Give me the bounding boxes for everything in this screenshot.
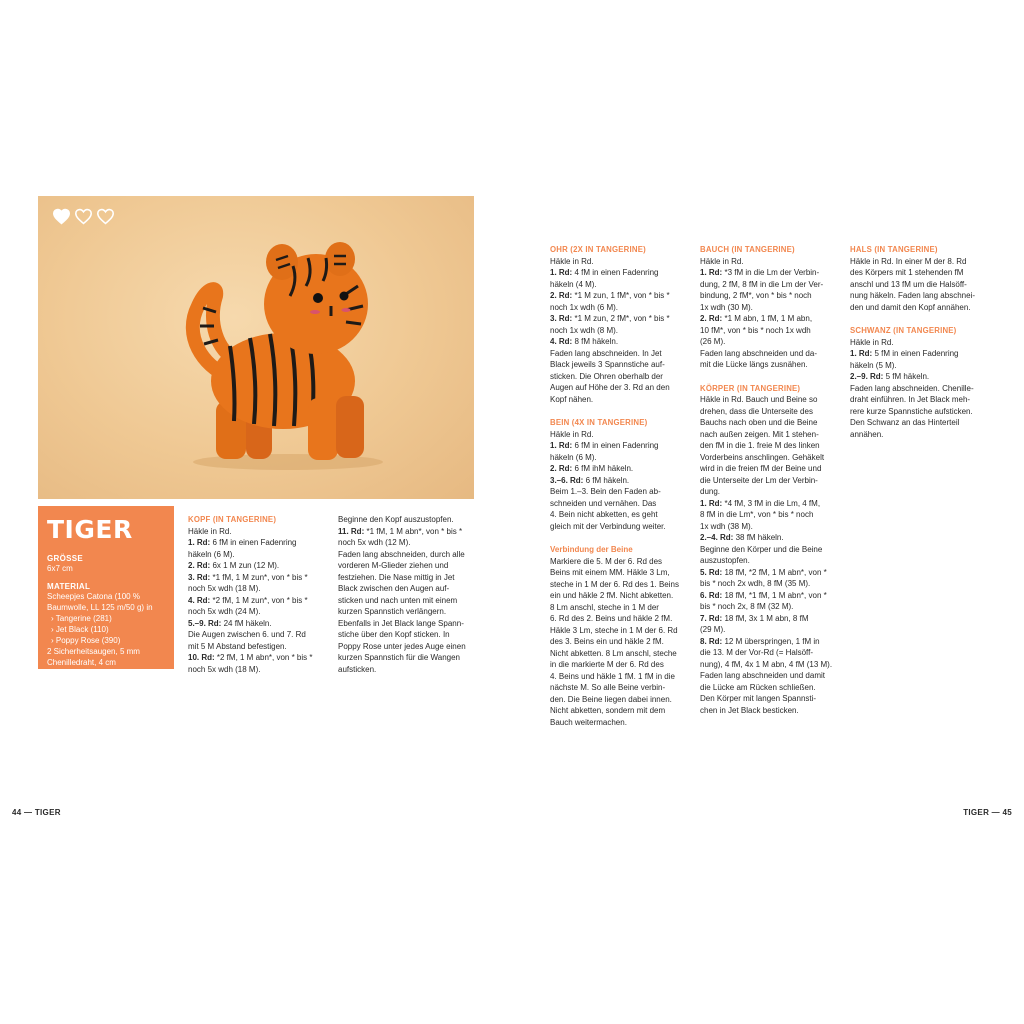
instruction-line: Faden lang abschneiden. In Jet [550, 348, 662, 358]
instruction-line: nung häkeln. Faden lang abschnei- [850, 291, 975, 300]
instruction-line: Häkle in Rd. [188, 526, 232, 536]
instruction-line: in die markierte M der 6. Rd des [550, 660, 664, 669]
instruction-line: häkeln (5 M). [850, 360, 897, 370]
material-line: 2 Sicherheitsaugen, 5 mm [47, 647, 140, 656]
instruction-line: noch 5x wdh (18 M). [188, 584, 261, 593]
instruction-line: auszustopfen. [700, 556, 750, 565]
heart-outline-icon [74, 208, 93, 225]
round-label: 5.–9. Rd: [188, 618, 222, 628]
instruction-line: bindung, 2 fM*, von * bis * noch [700, 291, 812, 300]
instruction-line: 1. Rd: *3 fM in die Lm der Verbin- [700, 268, 820, 277]
material-line: › Tangerine (281) [51, 614, 112, 623]
instruction-line: 2. Rd: 6 fM ihM häkeln. [550, 464, 634, 473]
instruction-line: noch 5x wdh (24 M). [188, 607, 261, 616]
round-label: 1. Rd: [700, 498, 723, 508]
instruction-line: Häkle in Rd. [550, 256, 594, 266]
instruction-line: Bauch weitermachen. [550, 717, 627, 727]
instruction-line: bis * noch 2x wdh, 8 fM (35 M). [700, 579, 811, 588]
instruction-line: schneiden und vernähen. Das [550, 498, 657, 508]
instruction-line: die Lücke am Rücken schließen. [700, 682, 816, 692]
instruction-line: rere kurze Spannstiche aufsticken. [850, 406, 973, 416]
instruction-line: den und damit den Kopf annähen. [850, 302, 971, 312]
instruction-line: häkeln (6 M). [188, 549, 235, 559]
crochet-tiger-illustration [158, 226, 408, 476]
material-line: Scheepjes Catona (100 % [47, 592, 140, 601]
instruction-line: 2.–9. Rd: 5 fM häkeln. [850, 372, 930, 381]
page-footer-left: 44 — TIGER [12, 808, 61, 817]
instruction-line: die Unterseite der Lm der Verbin- [700, 475, 818, 485]
instruction-line: kurzen Spannstich verlängern. [338, 607, 447, 616]
material-label: MATERIAL [47, 582, 91, 591]
instruction-line: Häkle in Rd. Bauch und Beine so [700, 395, 818, 404]
column-kopf-continued [338, 514, 478, 675]
section-heading: KÖRPER (IN TANGERINE) [700, 383, 801, 393]
material-line: › Jet Black (110) [51, 625, 109, 634]
instruction-line: Augen auf Höhe der 3. Rd an den [550, 383, 670, 392]
instruction-line: 4. Beins und häkle 1 fM. 1 fM in die [550, 671, 675, 681]
instruction-line: Beginne den Kopf auszustopfen. [338, 515, 454, 524]
round-label: 1. Rd: [188, 538, 211, 547]
round-label: 3. Rd: [188, 572, 211, 582]
instruction-line: Die Augen zwischen 6. und 7. Rd [188, 630, 306, 639]
instruction-line: des Körpers mit 1 stehenden fM [850, 268, 964, 277]
instruction-line: 3. Rd: *1 fM, 1 M zun*, von * bis * [188, 572, 308, 582]
instruction-line: stiche über den Kopf sticken. In [338, 630, 450, 639]
instruction-line: 1. Rd: 5 fM in einen Fadenring [850, 349, 959, 358]
instruction-line: häkeln (4 M). [550, 279, 597, 289]
instruction-line: 10 fM*, von * bis * noch 1x wdh [700, 325, 811, 335]
round-label: 1. Rd: [850, 349, 873, 358]
instruction-line: 1. Rd: 6 fM in einen Fadenring [550, 441, 659, 450]
instruction-line: Den Schwanz an das Hinterteil [850, 418, 960, 427]
instruction-line: 2. Rd: *1 M abn, 1 fM, 1 M abn, [700, 314, 813, 323]
instruction-line: 1. Rd: 6 fM in einen Fadenring [188, 538, 297, 547]
instruction-line: dung. [700, 487, 721, 496]
round-label: 4. Rd: [188, 595, 211, 605]
instruction-line: Häkle in Rd. [700, 256, 744, 266]
instruction-line: 8. Rd: 12 M überspringen, 1 fM in [700, 636, 820, 646]
instruction-line: 3.–6. Rd: 6 fM häkeln. [550, 475, 630, 485]
column-ohr-bein [550, 244, 692, 728]
instruction-line: 2.–4. Rd: 38 fM häkeln. [700, 533, 784, 542]
size-label: GRÖSSE [47, 554, 84, 563]
size-value: 6x7 cm [47, 564, 73, 573]
instruction-line: 10. Rd: *2 fM, 1 M abn*, von * bis * [188, 653, 313, 662]
instruction-line: Faden lang abschneiden. Chenille- [850, 383, 974, 393]
instruction-line: festziehen. Die Nase mittig in Jet [338, 572, 455, 582]
instruction-line: Nicht abketten. 8 Lm anschl, steche [550, 648, 677, 658]
instruction-line: drehen, dass die Unterseite des [700, 406, 813, 416]
section-heading: OHR (2X IN TANGERINE) [550, 245, 646, 254]
instruction-line: Nicht abketten, sondern mit dem [550, 706, 666, 715]
instruction-line: mit 5 M Abstand befestigen. [188, 641, 287, 651]
instruction-line: 6. Rd: 18 fM, *1 fM, 1 M abn*, von * [700, 590, 827, 600]
section-heading: BAUCH (IN TANGERINE) [700, 245, 795, 254]
tiger-photo [38, 196, 474, 499]
instruction-line: Den Körper mit langen Spannsti- [700, 694, 817, 703]
instruction-line: Black jeweils 3 Spannstiche auf- [550, 360, 665, 369]
instruction-line: dung, 2 fM, 8 fM in die Lm der Ver- [700, 279, 824, 289]
instruction-line: 2. Rd: *1 M zun, 1 fM*, von * bis * [550, 291, 670, 300]
instruction-line: nächste M. So alle Beine verbin- [550, 683, 666, 692]
section-heading: BEIN (4X IN TANGERINE) [550, 418, 648, 427]
instruction-line: wird in die freien fM der Beine und [700, 464, 822, 473]
instruction-line: Häkle in Rd. [550, 429, 594, 439]
instruction-line: anschl und 13 fM um die Halsöff- [850, 279, 967, 289]
material-line: Baumwolle, LL 125 m/50 g) in [47, 603, 153, 612]
round-label: 1. Rd: [550, 441, 573, 450]
instruction-line: kurzen Spannstich für die Wangen [338, 653, 460, 662]
section-heading: SCHWANZ (IN TANGERINE) [850, 326, 957, 335]
instruction-lines [338, 514, 478, 675]
pattern-title: TIGER [47, 515, 133, 544]
instruction-line: Faden lang abschneiden, durch alle [338, 549, 465, 559]
round-label: 2. Rd: [700, 314, 723, 323]
instruction-line: 1. Rd: *4 fM, 3 fM in die Lm, 4 fM, [700, 498, 821, 508]
round-label: 7. Rd: [700, 613, 723, 623]
instruction-line: sticken. Die Ohren oberhalb der [550, 371, 663, 381]
instruction-line: nach außen zeigen. Mit 1 stehen- [700, 429, 819, 439]
instruction-line: Markiere die 5. M der 6. Rd des [550, 556, 663, 566]
instruction-line: 7. Rd: 18 fM, 3x 1 M abn, 8 fM [700, 613, 809, 623]
round-label: 11. Rd: [338, 526, 365, 536]
instruction-line: sticken und nach unten mit einem [338, 595, 458, 605]
page-footer-right: TIGER — 45 [963, 808, 1012, 817]
round-label: 3.–6. Rd: [550, 475, 584, 485]
instruction-line: Häkle in Rd. In einer M der 8. Rd [850, 256, 967, 266]
material-line: Chenilledraht, 4 cm [47, 658, 116, 667]
column-hals-schwanz [850, 244, 992, 440]
instruction-line: Vorderbeins anschlingen. Gehäkelt [700, 452, 825, 462]
instruction-line: vorderen M-Glieder ziehen und [338, 561, 449, 570]
round-label: 10. Rd: [188, 653, 215, 662]
round-label: 1. Rd: [700, 268, 723, 277]
round-label: 6. Rd: [700, 590, 723, 600]
instruction-line: noch 5x wdh (18 M). [188, 664, 261, 674]
section-heading: HALS (IN TANGERINE) [850, 245, 938, 254]
instruction-line: den. Die Beine liegen dabei innen. [550, 694, 672, 704]
material-list [47, 591, 165, 668]
instruction-line: 4. Rd: 8 fM häkeln. [550, 337, 619, 346]
column-kopf [188, 514, 328, 675]
round-label: 2.–9. Rd: [850, 372, 884, 381]
instruction-line: (26 M). [700, 337, 726, 346]
column-bauch-koerper [700, 244, 842, 716]
instruction-line: noch 5x wdh (12 M). [338, 538, 411, 547]
instruction-line: 11. Rd: *1 fM, 1 M abn*, von * bis * [338, 526, 463, 536]
material-line: › Poppy Rose (390) [51, 636, 121, 645]
instruction-line: 5.–9. Rd: 24 fM häkeln. [188, 618, 272, 628]
instruction-line: Beginne den Körper und die Beine [700, 544, 823, 554]
instruction-line: 2. Rd: 6x 1 M zun (12 M). [188, 561, 280, 570]
instruction-line: Faden lang abschneiden und damit [700, 671, 825, 680]
instruction-line: Beins mit einem MM. Häkle 3 Lm, [550, 568, 670, 577]
round-label: 2. Rd: [550, 464, 573, 473]
instruction-line: (29 M). [700, 625, 726, 634]
instruction-lines [188, 526, 328, 676]
round-label: 4. Rd: [550, 337, 573, 346]
difficulty-hearts [52, 208, 115, 225]
instruction-line: bis * noch 2x, 8 fM (32 M). [700, 602, 794, 611]
section-heading: Verbindung der Beine [550, 545, 633, 554]
instruction-line: 5. Rd: 18 fM, *2 fM, 1 M abn*, von * [700, 567, 827, 577]
instruction-line: noch 1x wdh (6 M). [550, 302, 619, 312]
round-label: 5. Rd: [700, 567, 723, 577]
instruction-line: mit die Lücke längs zusnähen. [700, 360, 808, 369]
heart-outline-icon [96, 208, 115, 225]
instruction-line: 4. Rd: *2 fM, 1 M zun*, von * bis * [188, 595, 308, 605]
instruction-line: häkeln (6 M). [550, 452, 597, 462]
instruction-line: Ebenfalls in Jet Black lange Spann- [338, 618, 464, 628]
instruction-line: Häkle in Rd. [850, 337, 894, 347]
round-label: 2.–4. Rd: [700, 533, 734, 542]
instruction-line: 1x wdh (30 M). [700, 302, 753, 312]
instruction-line: die 13. M der Vor-Rd (= Halsöff- [700, 648, 814, 657]
round-label: 8. Rd: [700, 636, 723, 646]
instruction-line: 3. Rd: *1 M zun, 2 fM*, von * bis * [550, 314, 670, 323]
round-label: 2. Rd: [188, 561, 211, 570]
instruction-line: aufsticken. [338, 664, 377, 674]
instruction-line: 6. Rd des 2. Beins und häkle 2 fM. [550, 614, 673, 623]
instruction-line: annähen. [850, 429, 884, 439]
instruction-line: Faden lang abschneiden und da- [700, 348, 817, 358]
instruction-line: Black zwischen den Augen auf- [338, 584, 450, 593]
instruction-line: 1x wdh (38 M). [700, 521, 753, 531]
instruction-line: des 3. Beins ein und häkle 2 fM. [550, 637, 664, 646]
round-label: 3. Rd: [550, 314, 573, 323]
instruction-line: Kopf nähen. [550, 394, 594, 404]
instruction-line: Beim 1.–3. Bein den Faden ab- [550, 487, 661, 496]
instruction-line: Häkle 3 Lm, steche in 1 M der 6. Rd [550, 625, 678, 635]
instruction-line: 4. Bein nicht abketten, es geht [550, 510, 658, 519]
round-label: 2. Rd: [550, 291, 573, 300]
instruction-line: steche in 1 M der 6. Rd des 1. Beins [550, 579, 679, 589]
instruction-line: nung), 4 fM, 4x 1 M abn, 4 fM (13 M). [700, 659, 833, 669]
instruction-line: ein und häkle 2 fM. Nicht abketten. [550, 591, 674, 600]
instruction-line: noch 1x wdh (8 M). [550, 325, 619, 335]
instruction-line: 8 Lm anschl, steche in 1 M der [550, 602, 659, 612]
instruction-line: 1. Rd: 4 fM in einen Fadenring [550, 268, 659, 277]
instruction-line: Poppy Rose unter jedes Auge einen [338, 641, 466, 651]
instruction-line: 8 fM in die Lm*, von * bis * noch [700, 510, 814, 519]
instruction-line: draht einführen. In Jet Black meh- [850, 395, 971, 404]
instruction-line: gleich mit der Verbindung weiter. [550, 521, 666, 531]
instruction-line: den fM in die 1. freie M des linken [700, 441, 820, 450]
round-label: 1. Rd: [550, 268, 573, 277]
title-box [38, 506, 174, 669]
instruction-line: chen in Jet Black besticken. [700, 705, 799, 715]
heart-filled-icon [52, 208, 71, 225]
instruction-line: Bauchs nach oben und die Beine [700, 418, 818, 427]
section-heading: KOPF (IN TANGERINE) [188, 515, 277, 524]
